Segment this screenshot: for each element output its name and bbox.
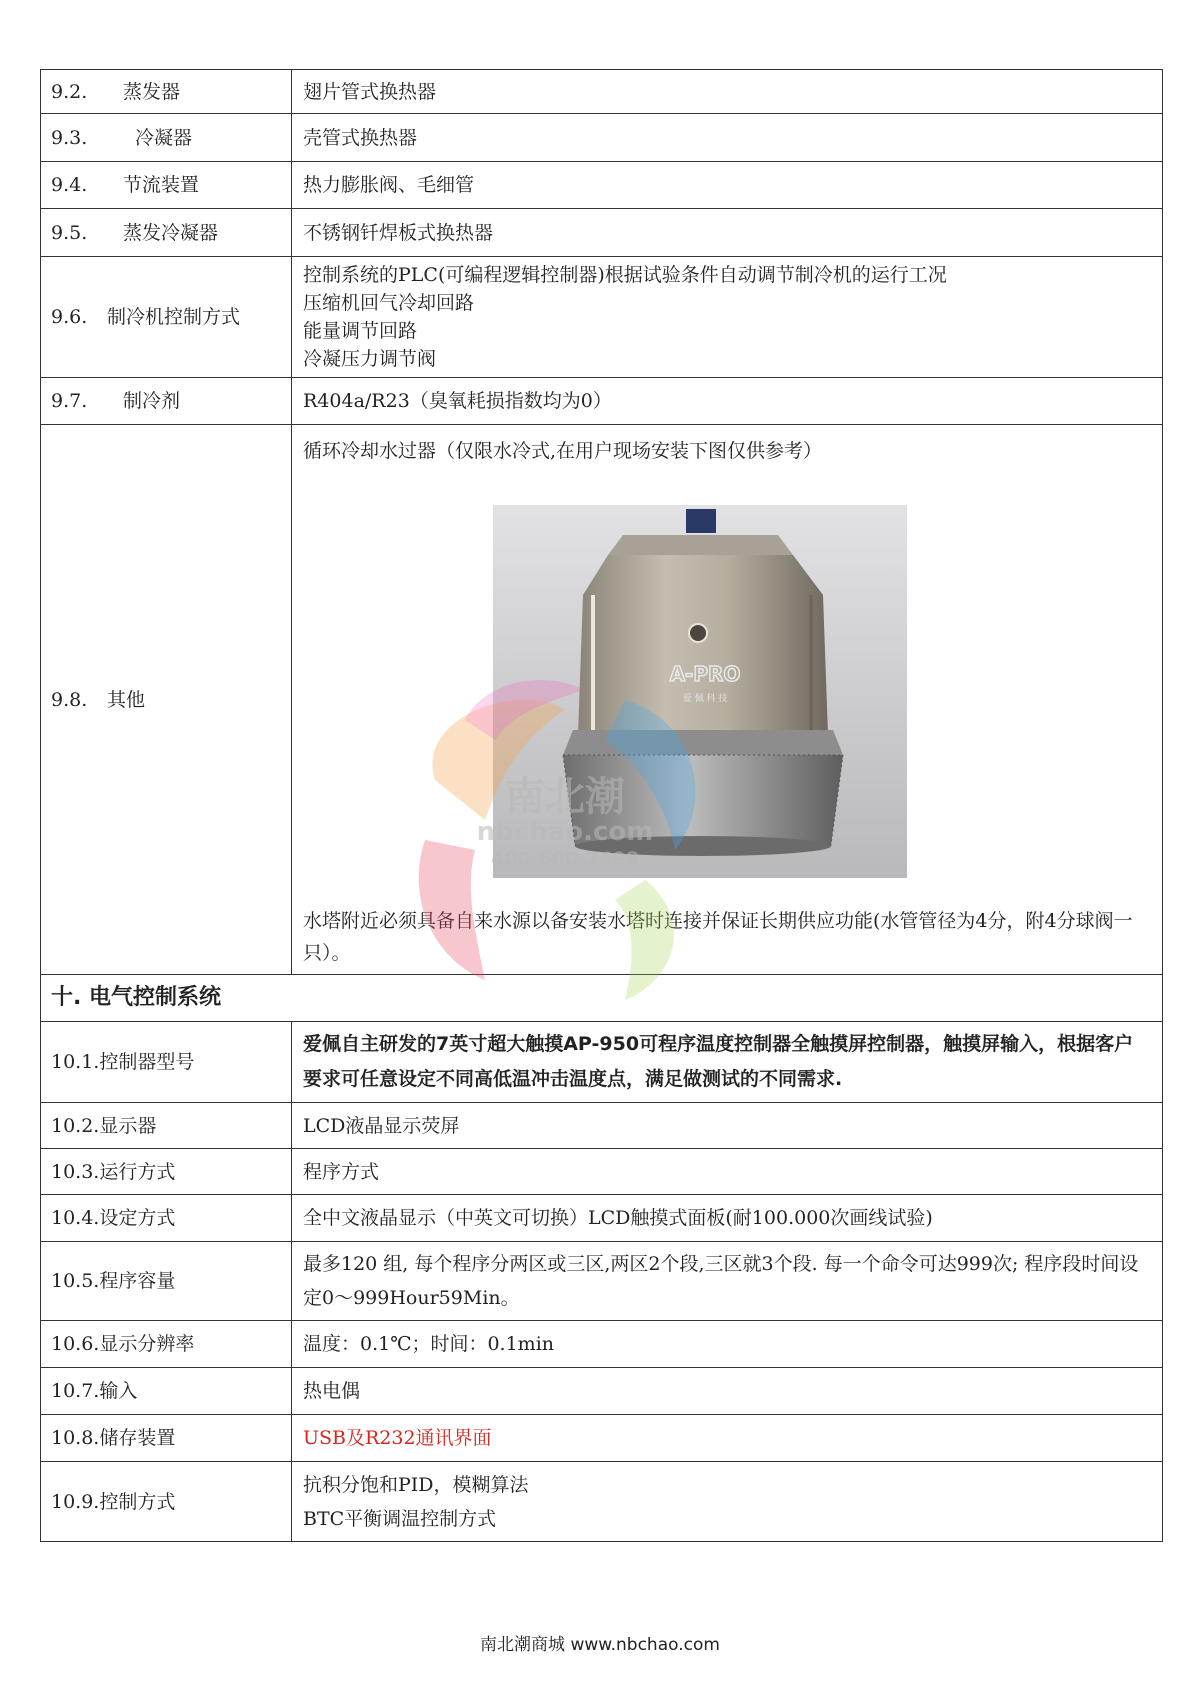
image-caption: 循环冷却水过器（仅限水冷式,在用户现场安装下图仅供参考） bbox=[303, 440, 823, 462]
row-label: 10.4.设定方式 bbox=[41, 1195, 292, 1242]
row-label-text: 蒸发器 bbox=[123, 80, 181, 103]
section-header-row bbox=[41, 975, 1163, 1022]
row-value bbox=[292, 257, 1163, 378]
table-row bbox=[41, 1149, 1163, 1195]
row-label: 10.2.显示器 bbox=[41, 1103, 292, 1149]
photo-area bbox=[303, 465, 1152, 905]
row-label: 10.9.控制方式 bbox=[41, 1462, 292, 1542]
row-value: 最多120 组, 每个程序分两区或三区,两区2个段,三区就3个段. 每一个命令可达999次; 程序段时间设定0～999Hour59Min。 bbox=[292, 1242, 1163, 1321]
row-label bbox=[41, 70, 292, 114]
row-label: 10.5.程序容量 bbox=[41, 1242, 292, 1321]
row-label bbox=[41, 257, 292, 378]
value-line: 抗积分饱和PID，模糊算法 bbox=[303, 1473, 529, 1496]
tower-base bbox=[563, 755, 843, 845]
motor-shape bbox=[686, 509, 716, 533]
row-number: 9.3. bbox=[51, 126, 88, 149]
row-label: 10.8.储存装置 bbox=[41, 1415, 292, 1462]
value-line: BTC平衡调温控制方式 bbox=[303, 1507, 497, 1530]
row-label: 10.3.运行方式 bbox=[41, 1149, 292, 1195]
value-line: 冷凝压力调节阀 bbox=[303, 348, 437, 370]
table-row bbox=[41, 1368, 1163, 1415]
row-value: 壳管式换热器 bbox=[292, 114, 1163, 162]
section-title: 十. 电气控制系统 bbox=[41, 975, 1163, 1022]
row-value: R404a/R23（臭氧耗损指数均为0） bbox=[292, 378, 1163, 425]
table-row bbox=[41, 209, 1163, 257]
row-label-text: 制冷剂 bbox=[123, 390, 181, 412]
row-label-text: 蒸发冷凝器 bbox=[123, 221, 219, 244]
row-label-text: 冷凝器 bbox=[135, 126, 193, 149]
table-row bbox=[41, 378, 1163, 425]
row-label bbox=[41, 162, 292, 209]
row-label-text: 其他 bbox=[107, 688, 146, 711]
image-note: 水塔附近必须具备自来水源以备安装水塔时连接并保证长期供应功能(水管管径为4分，附4分球阀一只）。 bbox=[303, 910, 1133, 964]
table-row bbox=[41, 1321, 1163, 1368]
row-value: 程序方式 bbox=[292, 1149, 1163, 1195]
row-value: 翅片管式换热器 bbox=[292, 70, 1163, 114]
page-footer: 南北潮商城 www.nbchao.com bbox=[480, 1635, 720, 1655]
value-line: 控制系统的PLC(可编程逻辑控制器)根据试验条件自动调节制冷机的运行工况 bbox=[303, 264, 947, 286]
watermark-brand: 南北潮 bbox=[505, 774, 625, 820]
row-number: 9.4. bbox=[51, 174, 88, 196]
photo-logo-sub: 爱 佩 科 技 bbox=[682, 694, 728, 704]
row-value: 温度：0.1℃；时间：0.1min bbox=[292, 1321, 1163, 1368]
watermark-domain: nbchao.com bbox=[476, 817, 654, 847]
row-label bbox=[41, 425, 292, 975]
row-value: LCD液晶显示荧屏 bbox=[292, 1103, 1163, 1149]
cooling-tower-image bbox=[493, 505, 907, 878]
photo-logo: A-PRO bbox=[669, 662, 741, 686]
row-label: 10.7.输入 bbox=[41, 1368, 292, 1415]
row-label-text: 制冷机控制方式 bbox=[107, 306, 241, 328]
row-number: 9.7. bbox=[51, 390, 88, 412]
table-row bbox=[41, 70, 1163, 114]
row-value bbox=[292, 1462, 1163, 1542]
row-number: 9.5. bbox=[51, 221, 88, 244]
row-value: 热力膨胀阀、毛细管 bbox=[292, 162, 1163, 209]
table-row bbox=[41, 1103, 1163, 1149]
table-row bbox=[41, 1242, 1163, 1321]
row-number: 9.2. bbox=[51, 80, 88, 103]
spec-table bbox=[40, 69, 1163, 1542]
table-row bbox=[41, 257, 1163, 378]
value-line: 压缩机回气冷却回路 bbox=[303, 292, 475, 314]
tower-body bbox=[578, 555, 828, 735]
table-row bbox=[41, 1415, 1163, 1462]
row-label-text: 节流装置 bbox=[123, 174, 200, 196]
row-value: 不锈钢钎焊板式换热器 bbox=[292, 209, 1163, 257]
table-row bbox=[41, 425, 1163, 975]
row-number: 9.6. bbox=[51, 306, 88, 328]
row-number: 9.8. bbox=[51, 688, 88, 711]
row-label bbox=[41, 209, 292, 257]
row-value: 热电偶 bbox=[292, 1368, 1163, 1415]
row-label bbox=[41, 114, 292, 162]
row-label: 10.6.显示分辨率 bbox=[41, 1321, 292, 1368]
row-value: 爱佩自主研发的7英寸超大触摸AP-950可程序温度控制器全触摸屏控制器，触摸屏输入，根据客户要求可任意设定不同高低温冲击温度点，满足做测试的不同需求. bbox=[292, 1022, 1163, 1103]
row-value: USB及R232通讯界面 bbox=[292, 1415, 1163, 1462]
row-value bbox=[292, 425, 1163, 975]
table-row bbox=[41, 1195, 1163, 1242]
cooling-tower-photo bbox=[493, 505, 907, 878]
table-row bbox=[41, 162, 1163, 209]
table-row bbox=[41, 114, 1163, 162]
row-value: 全中文液晶显示（中英文可切换）LCD触摸式面板(耐100.000次画线试验) bbox=[292, 1195, 1163, 1242]
value-line: 能量调节回路 bbox=[303, 320, 418, 342]
row-label bbox=[41, 378, 292, 425]
table-row bbox=[41, 1462, 1163, 1542]
watermark-phone: 400-600-7498 bbox=[491, 848, 639, 870]
table-row bbox=[41, 1022, 1163, 1103]
row-label: 10.1.控制器型号 bbox=[41, 1022, 292, 1103]
